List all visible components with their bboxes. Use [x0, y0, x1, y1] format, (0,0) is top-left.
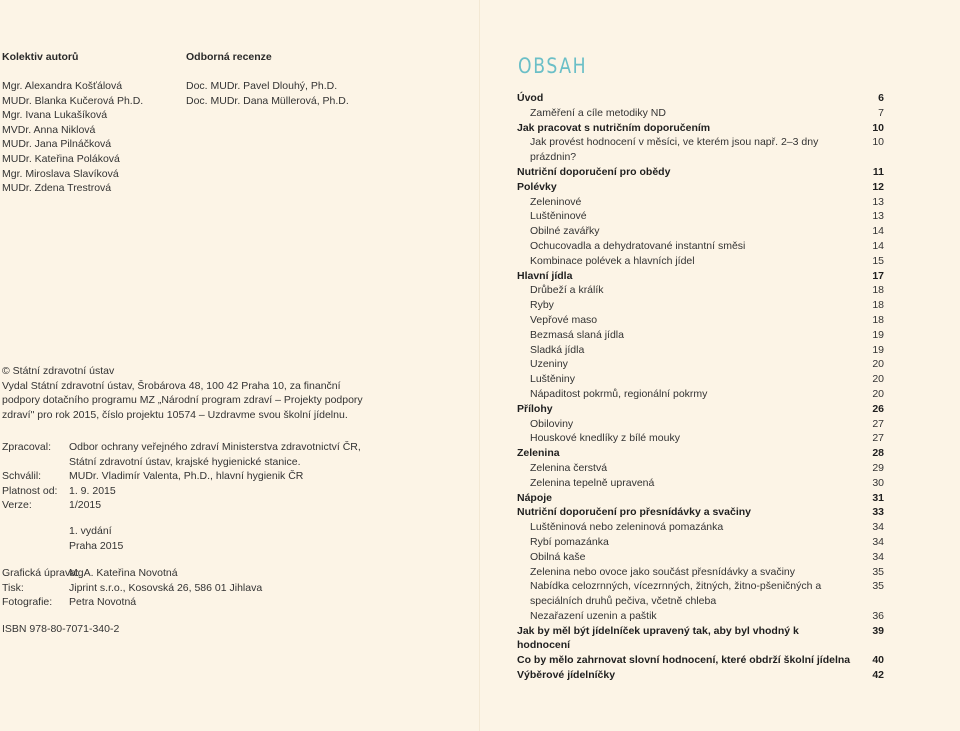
- toc-page-number: 33: [872, 506, 884, 519]
- publisher-text: Vydal Státní zdravotní ústav, Šrobárova 48, 100 42 Praha 10, za finanční podpory dotačního programu MZ „Národní program zdraví – Projekty podpory zdraví" pro rok 2015, číslo projektu 10574 – Uzdravme svou školní jídelnu.: [2, 379, 363, 421]
- edition-number: 1. vydání: [69, 525, 112, 537]
- toc-subsection: [517, 372, 884, 387]
- toc-page-number: 20: [872, 387, 884, 400]
- toc-subsection: [517, 298, 884, 313]
- toc-entry-title: Nabídka celozrnných, vícezrnných, žitných, žitno-pšeničných a speciálních druhů pečiva, včetně chleba: [530, 580, 822, 608]
- toc-entry-title: Zelenina tepelně upravená: [530, 476, 655, 489]
- production-value: Jiprint s.r.o., Kosovská 26, 586 01 Jihlava: [69, 581, 263, 594]
- toc-entry-title: Zelenina čerstvá: [530, 461, 608, 474]
- toc-subsection: [517, 106, 884, 121]
- credit-row: [2, 498, 372, 513]
- toc-subsection: [517, 565, 884, 580]
- toc-page-number: 15: [872, 254, 884, 267]
- credit-row: [2, 469, 372, 484]
- credit-row: [2, 440, 372, 469]
- toc-chapter: [517, 269, 884, 284]
- toc-chapter: [517, 668, 884, 683]
- toc-entry-title: Zelenina nebo ovoce jako součást přesnídávky a svačiny: [530, 565, 795, 578]
- toc-chapter: [517, 402, 884, 417]
- toc-subsection: [517, 609, 884, 624]
- toc-entry-title: Obilné zavářky: [530, 225, 600, 238]
- toc-page-number: 19: [872, 328, 884, 341]
- author-name: MUDr. Kateřina Poláková: [2, 152, 120, 165]
- toc-subsection: [517, 313, 884, 328]
- toc-page-number: 35: [872, 580, 884, 593]
- credits-block: [2, 440, 372, 513]
- publisher-block: [2, 364, 372, 422]
- toc-title: OBSAH: [518, 54, 588, 78]
- toc-chapter: [517, 180, 884, 195]
- toc-page-number: 14: [872, 239, 884, 252]
- toc-entry-title: Nápaditost pokrmů, regionální pokrmy: [530, 387, 708, 400]
- toc-page-number: 11: [872, 165, 884, 178]
- credit-value: 1/2015: [69, 499, 102, 512]
- toc-page-number: 28: [872, 447, 884, 460]
- toc-subsection: [517, 357, 884, 372]
- toc-page-number: 20: [872, 373, 884, 386]
- review-block: [186, 50, 349, 108]
- toc-entry-title: Kombinace polévek a hlavních jídel: [530, 254, 695, 267]
- toc-subsection: [517, 254, 884, 269]
- toc-chapter: [517, 91, 884, 106]
- toc-entry-title: Drůbeží a králík: [530, 284, 604, 297]
- credit-label: Schválil:: [2, 470, 42, 483]
- toc-entry-title: Obilná kaše: [530, 550, 586, 563]
- toc-entry-title: Jak provést hodnocení v měsíci, ve kterém jsou např. 2–3 dny prázdnin?: [530, 136, 819, 164]
- author-name: MUDr. Blanka Kučerová Ph.D.: [2, 94, 144, 107]
- author-name: Mgr. Miroslava Slavíková: [2, 167, 119, 180]
- toc-subsection: [517, 328, 884, 343]
- author-name: MUDr. Zdena Trestrová: [2, 182, 112, 195]
- toc-subsection: [517, 535, 884, 550]
- production-row: [2, 595, 372, 610]
- toc-chapter: [517, 653, 884, 668]
- toc-page-number: 30: [872, 476, 884, 489]
- toc-page-number: 18: [872, 313, 884, 326]
- toc-page-number: 34: [872, 521, 884, 534]
- toc-entry-title: Nápoje: [517, 491, 553, 504]
- toc-entry-title: Luštěniny: [530, 373, 575, 386]
- author-name: MVDr. Anna Niklová: [2, 123, 96, 136]
- toc-subsection: [517, 476, 884, 491]
- toc-subsection: [517, 224, 884, 239]
- toc-entry-title: Jak pracovat s nutričním doporučením: [517, 121, 711, 134]
- authors-list: [2, 79, 143, 196]
- toc-page-number: 12: [872, 180, 884, 193]
- toc-page-number: 29: [872, 461, 884, 474]
- toc-subsection: [517, 431, 884, 446]
- toc-subsection: [517, 343, 884, 358]
- toc-subsection: [517, 417, 884, 432]
- credit-label: Platnost od:: [2, 484, 58, 497]
- credit-value: Odbor ochrany veřejného zdraví Ministerstva zdravotnictví ČR, Státní zdravotní ústav, krajské hygienické stanice.: [69, 441, 361, 468]
- toc-page-number: 40: [872, 654, 884, 667]
- toc-page-number: 14: [872, 225, 884, 238]
- credit-label: Zpracoval:: [2, 441, 52, 453]
- toc-entry-title: Rybí pomazánka: [530, 535, 609, 548]
- production-row: [2, 566, 372, 581]
- toc-subsection: [517, 520, 884, 535]
- toc-chapter: [517, 491, 884, 506]
- authors-heading: Kolektiv autorů: [2, 51, 79, 63]
- toc-entry-title: Bezmasá slaná jídla: [530, 328, 624, 341]
- toc-entry-title: Polévky: [517, 180, 557, 193]
- toc-entry-title: Nutriční doporučení pro přesnídávky a svačiny: [517, 506, 751, 519]
- authors-block: [2, 50, 143, 196]
- author-name: MUDr. Jana Pilnáčková: [2, 138, 112, 151]
- toc-chapter: [517, 165, 884, 180]
- author-name: Mgr. Ivana Lukašíková: [2, 109, 108, 122]
- copyright-line: © Státní zdravotní ústav: [2, 365, 115, 377]
- production-label: Tisk:: [2, 581, 24, 594]
- toc-subsection: [517, 461, 884, 476]
- toc-subsection: [517, 283, 884, 298]
- toc-page-number: 34: [872, 550, 884, 563]
- production-row: [2, 581, 372, 596]
- production-label: Fotografie:: [2, 596, 53, 609]
- reviewer-name: Doc. MUDr. Dana Müllerová, Ph.D.: [186, 94, 349, 107]
- toc-entry-title: Ochucovadla a dehydratované instantní směsi: [530, 239, 746, 252]
- toc-entry-title: Nezařazení uzenin a paštik: [530, 609, 657, 622]
- isbn: ISBN 978-80-7071-340-2: [2, 623, 120, 635]
- toc-entry-title: Sladká jídla: [530, 343, 585, 356]
- production-block: [2, 566, 372, 610]
- author-name: Mgr. Alexandra Košťálová: [2, 80, 123, 92]
- toc-entry-title: Houskové knedlíky z bílé mouky: [530, 432, 680, 445]
- toc-page-number: 36: [872, 609, 884, 622]
- reviewers-list: [186, 79, 349, 108]
- toc-entry-title: Zaměření a cíle metodiky ND: [530, 106, 666, 119]
- toc-page-number: 19: [872, 343, 884, 356]
- toc-entry-title: Luštěninové: [530, 210, 587, 223]
- toc-entry-title: Zeleninové: [530, 195, 582, 208]
- toc-page-number: 18: [872, 299, 884, 312]
- toc-page-number: 31: [872, 491, 884, 504]
- review-heading: Odborná recenze: [186, 51, 272, 63]
- toc-subsection: [517, 579, 884, 609]
- toc-page-number: 13: [872, 210, 884, 223]
- reviewer-name: Doc. MUDr. Pavel Dlouhý, Ph.D.: [186, 80, 338, 92]
- credit-row: [2, 484, 372, 499]
- toc-chapter: [517, 446, 884, 461]
- toc-page-number: 27: [872, 417, 884, 430]
- toc-page-number: 26: [872, 402, 884, 415]
- toc-page-number: 17: [872, 269, 884, 282]
- toc-subsection: [517, 195, 884, 210]
- toc-entry-title: Hlavní jídla: [517, 269, 573, 282]
- edition-place-year: Praha 2015: [69, 539, 124, 552]
- toc-entry-title: Přílohy: [517, 402, 553, 415]
- toc-entry-title: Nutriční doporučení pro obědy: [517, 165, 671, 178]
- toc-subsection: [517, 550, 884, 565]
- toc-chapter: [517, 121, 884, 136]
- toc-page-number: 27: [872, 432, 884, 445]
- toc-page-number: 35: [872, 565, 884, 578]
- toc-entry-title: Vepřové maso: [530, 313, 598, 326]
- edition-block: [69, 524, 123, 553]
- toc-page-number: 39: [872, 624, 884, 637]
- toc-page-number: 13: [872, 195, 884, 208]
- toc-page-number: 6: [878, 92, 884, 104]
- toc-entry-title: Úvod: [517, 92, 544, 104]
- credit-value: MUDr. Vladimír Valenta, Ph.D., hlavní hygienik ČR: [69, 470, 304, 483]
- toc-subsection: [517, 387, 884, 402]
- toc-subsection: [517, 209, 884, 224]
- toc-page-number: 20: [872, 358, 884, 371]
- toc-entry-title: Obiloviny: [530, 417, 574, 430]
- toc-page-number: 10: [872, 121, 884, 134]
- production-label: Grafická úprava:: [2, 567, 80, 579]
- toc-chapter: [517, 505, 884, 520]
- toc-page-number: 18: [872, 284, 884, 297]
- toc-page-number: 7: [878, 106, 884, 119]
- toc-entry-title: Luštěninová nebo zeleninová pomazánka: [530, 521, 724, 534]
- toc-page-number: 34: [872, 535, 884, 548]
- toc-subsection: [517, 135, 884, 165]
- credit-label: Verze:: [2, 499, 32, 512]
- production-value: MgA. Kateřina Novotná: [69, 567, 178, 579]
- credit-value: 1. 9. 2015: [69, 484, 116, 497]
- toc-subsection: [517, 239, 884, 254]
- production-value: Petra Novotná: [69, 596, 137, 609]
- toc-entry-title: Jak by měl být jídelníček upravený tak, aby byl vhodný k hodnocení: [517, 624, 799, 652]
- toc-page-number: 42: [872, 669, 884, 682]
- toc-entry-title: Zelenina: [517, 447, 560, 460]
- toc-entry-title: Ryby: [530, 299, 554, 312]
- toc-chapter: [517, 624, 884, 654]
- table-of-contents: [517, 91, 884, 683]
- toc-entry-title: Co by mělo zahrnovat slovní hodnocení, které obdrží školní jídelna: [517, 654, 851, 667]
- toc-page-number: 10: [872, 136, 884, 149]
- right-page: [480, 0, 960, 731]
- toc-entry-title: Uzeniny: [530, 358, 568, 371]
- toc-entry-title: Výběrové jídelníčky: [517, 669, 616, 682]
